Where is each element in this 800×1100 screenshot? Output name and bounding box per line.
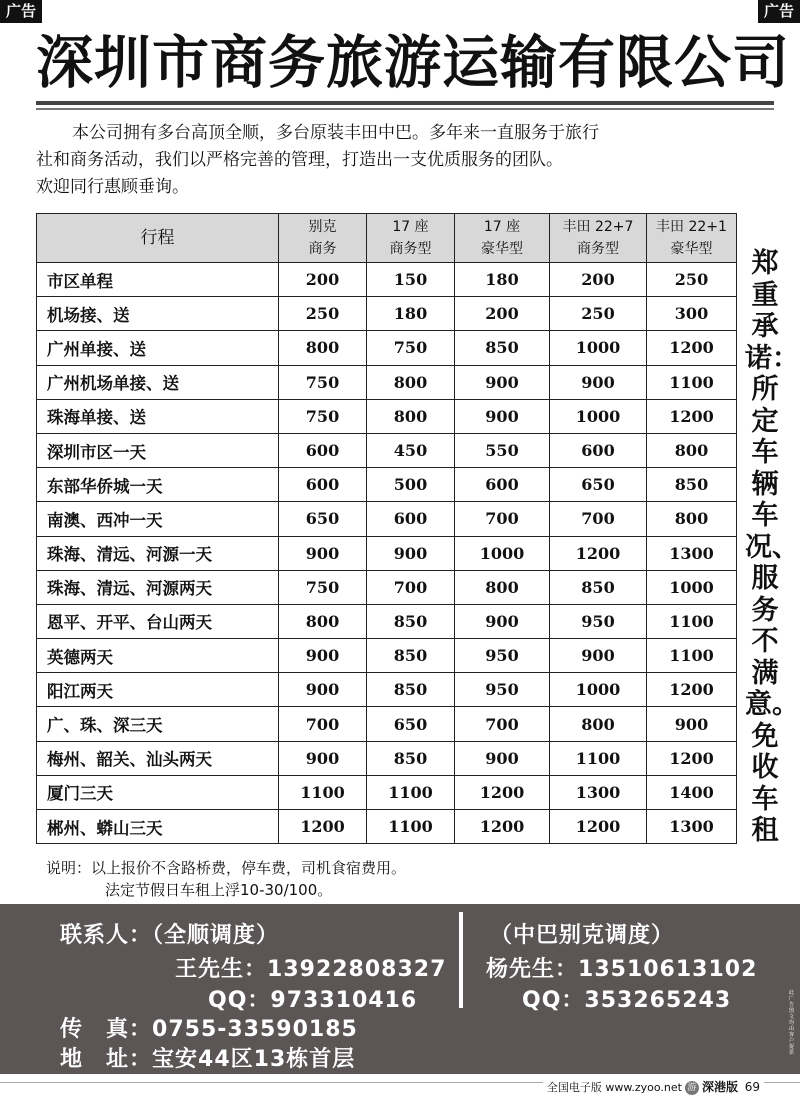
price-cell: 1200 <box>647 741 737 775</box>
commitment-note: 郑重承诺：所定车辆车况、服务不满意。免收车租 <box>745 248 799 846</box>
route-cell: 市区单程 <box>37 263 279 297</box>
price-cell: 1200 <box>647 673 737 707</box>
price-cell: 850 <box>367 673 455 707</box>
contact-left-qq: 973310416 <box>270 988 418 1013</box>
price-cell: 600 <box>367 502 455 536</box>
contact-right-qq-label: QQ： <box>522 988 585 1013</box>
price-cell: 800 <box>279 604 367 638</box>
footer-site <box>543 1077 742 1098</box>
remark-line-2: 法定节假日车租上浮10-30/100。 <box>105 881 333 899</box>
price-table <box>36 213 737 844</box>
price-cell: 950 <box>550 604 647 638</box>
price-cell: 1000 <box>550 673 647 707</box>
route-cell: 郴州、蟒山三天 <box>37 810 279 844</box>
price-cell: 900 <box>647 707 737 741</box>
price-cell: 1100 <box>550 741 647 775</box>
publication-logo-icon: 游 <box>685 1081 699 1095</box>
price-cell: 750 <box>279 570 367 604</box>
price-cell: 1100 <box>367 775 455 809</box>
contact-left-group: （全顺调度） <box>152 923 280 948</box>
route-cell: 厦门三天 <box>37 775 279 809</box>
route-cell: 阳江两天 <box>37 673 279 707</box>
price-cell: 700 <box>367 570 455 604</box>
vehicle-column-header: 17 座 商务型 <box>367 214 455 263</box>
table-row <box>37 639 737 673</box>
price-cell: 200 <box>455 297 550 331</box>
price-cell: 250 <box>647 263 737 297</box>
contact-divider <box>459 912 463 1008</box>
contact-panel <box>0 904 800 1074</box>
route-cell: 机场接、送 <box>37 297 279 331</box>
table-row <box>37 433 737 467</box>
price-cell: 850 <box>367 604 455 638</box>
title-rule-thick <box>36 101 774 105</box>
price-cell: 850 <box>550 570 647 604</box>
vehicle-column-header: 丰田 22+1 豪华型 <box>647 214 737 263</box>
contact-right-phone-line <box>486 952 757 983</box>
page-number: 69 <box>741 1077 764 1097</box>
table-row <box>37 536 737 570</box>
address-line <box>60 1042 355 1073</box>
price-cell: 800 <box>647 433 737 467</box>
vehicle-column-header: 别克 商务 <box>279 214 367 263</box>
price-cell: 700 <box>550 502 647 536</box>
route-cell: 广、珠、深三天 <box>37 707 279 741</box>
price-cell: 1200 <box>279 810 367 844</box>
price-cell: 750 <box>279 365 367 399</box>
address-label: 地 址： <box>60 1047 153 1072</box>
price-cell: 700 <box>455 707 550 741</box>
route-cell: 珠海单接、送 <box>37 399 279 433</box>
remark <box>46 857 406 901</box>
price-cell: 900 <box>279 741 367 775</box>
table-row <box>37 297 737 331</box>
route-cell: 梅州、韶关、汕头两天 <box>37 741 279 775</box>
table-row <box>37 775 737 809</box>
price-cell: 850 <box>647 468 737 502</box>
price-cell: 900 <box>550 365 647 399</box>
price-cell: 600 <box>279 468 367 502</box>
price-cell: 1100 <box>367 810 455 844</box>
table-row <box>37 468 737 502</box>
vehicle-column-header: 17 座 豪华型 <box>455 214 550 263</box>
table-row <box>37 707 737 741</box>
table-row <box>37 331 737 365</box>
address-value: 宝安44区13栋首层 <box>152 1047 356 1072</box>
fax-line <box>60 1012 358 1043</box>
price-cell: 250 <box>550 297 647 331</box>
price-cell: 900 <box>367 536 455 570</box>
route-cell: 广州机场单接、送 <box>37 365 279 399</box>
price-cell: 900 <box>279 673 367 707</box>
table-row <box>37 365 737 399</box>
table-row <box>37 570 737 604</box>
price-cell: 1200 <box>455 810 550 844</box>
price-cell: 1000 <box>550 399 647 433</box>
price-cell: 800 <box>455 570 550 604</box>
page-footer <box>0 1074 800 1100</box>
route-cell: 南澳、西冲一天 <box>37 502 279 536</box>
table-row <box>37 810 737 844</box>
price-cell: 1000 <box>550 331 647 365</box>
intro-paragraph <box>36 120 766 201</box>
contact-left-name: 王先生： <box>175 957 268 982</box>
price-cell: 900 <box>279 536 367 570</box>
title-rule-thin <box>36 108 774 110</box>
contact-right-group: （中巴别克调度） <box>490 923 675 948</box>
contact-label: 联系人： <box>60 923 153 948</box>
price-cell: 900 <box>455 741 550 775</box>
price-cell: 900 <box>455 365 550 399</box>
price-cell: 1200 <box>647 331 737 365</box>
route-cell: 珠海、清远、河源一天 <box>37 536 279 570</box>
route-cell: 深圳市区一天 <box>37 433 279 467</box>
price-cell: 250 <box>279 297 367 331</box>
price-cell: 1100 <box>647 604 737 638</box>
price-cell: 300 <box>647 297 737 331</box>
price-cell: 180 <box>367 297 455 331</box>
price-cell: 1200 <box>455 775 550 809</box>
table-row <box>37 502 737 536</box>
price-cell: 800 <box>367 399 455 433</box>
contact-right-qq: 353265243 <box>584 988 732 1013</box>
price-cell: 750 <box>367 331 455 365</box>
price-cell: 180 <box>455 263 550 297</box>
price-cell: 650 <box>279 502 367 536</box>
price-cell: 1000 <box>647 570 737 604</box>
price-cell: 600 <box>455 468 550 502</box>
price-cell: 850 <box>455 331 550 365</box>
price-cell: 1400 <box>647 775 737 809</box>
price-cell: 1200 <box>550 810 647 844</box>
price-cell: 1300 <box>647 536 737 570</box>
price-cell: 900 <box>550 639 647 673</box>
ad-tag-left: 广告 <box>0 0 42 23</box>
footer-edition: 深港版 <box>701 1080 738 1094</box>
contact-left-header <box>60 918 279 949</box>
price-cell: 550 <box>455 433 550 467</box>
intro-line-1: 本公司拥有多台高顶全顺，多台原装丰田中巴。多年来一直服务于旅行 <box>72 123 599 143</box>
fax-number: 0755-33590185 <box>152 1017 358 1042</box>
intro-line-3: 欢迎同行惠顾垂询。 <box>36 177 189 197</box>
price-cell: 800 <box>367 365 455 399</box>
price-cell: 900 <box>279 639 367 673</box>
price-cell: 600 <box>279 433 367 467</box>
price-cell: 800 <box>279 331 367 365</box>
price-cell: 1300 <box>647 810 737 844</box>
price-cell: 1200 <box>647 399 737 433</box>
contact-right-qq-line <box>522 983 731 1014</box>
price-cell: 1300 <box>550 775 647 809</box>
price-cell: 950 <box>455 673 550 707</box>
contact-right-phone: 13510613102 <box>578 957 758 982</box>
price-cell: 950 <box>455 639 550 673</box>
company-title: 深圳市商务旅游运输有限公司 <box>36 29 790 96</box>
table-row <box>37 741 737 775</box>
table-row <box>37 263 737 297</box>
table-row <box>37 399 737 433</box>
price-cell: 800 <box>647 502 737 536</box>
contact-left-qq-line <box>208 983 417 1014</box>
price-cell: 1100 <box>647 365 737 399</box>
price-cell: 850 <box>367 741 455 775</box>
route-cell: 英德两天 <box>37 639 279 673</box>
remark-line-1: 说明：以上报价不含路桥费，停车费，司机食宿费用。 <box>46 859 407 877</box>
price-cell: 450 <box>367 433 455 467</box>
price-cell: 1100 <box>647 639 737 673</box>
table-row <box>37 673 737 707</box>
price-cell: 850 <box>367 639 455 673</box>
route-cell: 恩平、开平、台山两天 <box>37 604 279 638</box>
price-cell: 900 <box>455 399 550 433</box>
price-cell: 500 <box>367 468 455 502</box>
price-cell: 750 <box>279 399 367 433</box>
price-cell: 650 <box>550 468 647 502</box>
price-cell: 200 <box>550 263 647 297</box>
disclaimer-vertical: 此广告图文均由客户提供 <box>789 990 795 1056</box>
route-cell: 珠海、清远、河源两天 <box>37 570 279 604</box>
route-cell: 广州单接、送 <box>37 331 279 365</box>
fax-label: 传 真： <box>60 1017 153 1042</box>
price-cell: 600 <box>550 433 647 467</box>
footer-site-text: 全国电子版 www.zyoo.net <box>546 1081 682 1094</box>
intro-line-2: 社和商务活动，我们以严格完善的管理，打造出一支优质服务的团队。 <box>36 150 563 170</box>
price-cell: 900 <box>455 604 550 638</box>
route-column-header: 行程 <box>37 214 279 263</box>
contact-right-name: 杨先生： <box>486 957 579 982</box>
route-cell: 东部华侨城一天 <box>37 468 279 502</box>
price-cell: 150 <box>367 263 455 297</box>
price-cell: 700 <box>455 502 550 536</box>
contact-left-phone-line <box>175 952 446 983</box>
price-cell: 1000 <box>455 536 550 570</box>
price-cell: 1100 <box>279 775 367 809</box>
price-cell: 650 <box>367 707 455 741</box>
contact-left-phone: 13922808327 <box>267 957 447 982</box>
price-cell: 800 <box>550 707 647 741</box>
price-cell: 200 <box>279 263 367 297</box>
vehicle-column-header: 丰田 22+7 商务型 <box>550 214 647 263</box>
price-cell: 1200 <box>550 536 647 570</box>
contact-left-qq-label: QQ： <box>208 988 271 1013</box>
table-header-row <box>37 214 737 263</box>
ad-tag-right: 广告 <box>758 0 800 23</box>
price-cell: 700 <box>279 707 367 741</box>
table-row <box>37 604 737 638</box>
